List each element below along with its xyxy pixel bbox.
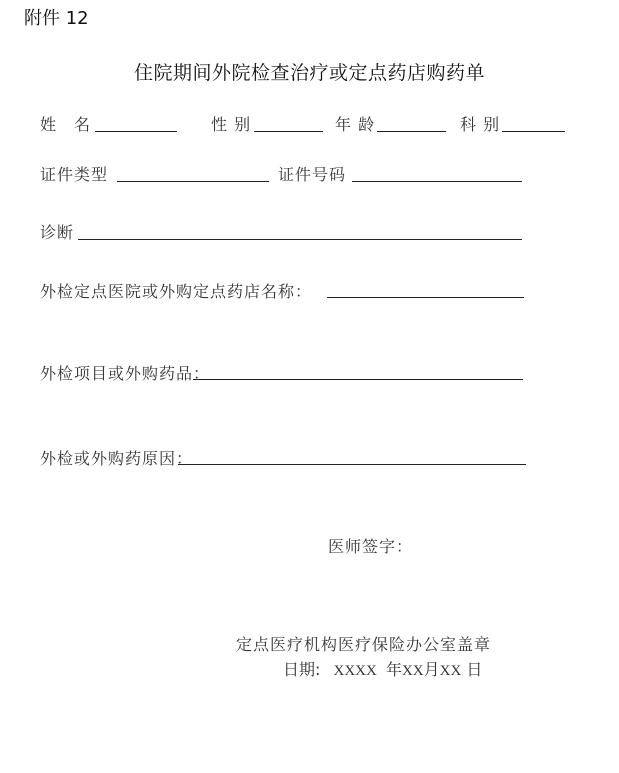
name-field[interactable] <box>95 131 177 132</box>
reason-row <box>0 445 619 471</box>
age-field[interactable] <box>377 131 446 132</box>
facility-label: 外检定点医院或外购定点药店名称： <box>40 282 313 301</box>
form-title: 住院期间外院检查治疗或定点药店购药单 <box>133 62 485 84</box>
department-label: 科 别 <box>460 115 501 134</box>
date-year: XXXX <box>333 663 377 679</box>
basic-info-row <box>0 110 619 136</box>
date-month: XX <box>401 663 424 679</box>
annex-label: 附件 12 <box>24 8 89 29</box>
facility-field[interactable] <box>327 297 524 298</box>
date-prefix: 日期: <box>283 660 321 679</box>
date-day: XX <box>439 663 462 679</box>
age-label: 年 龄 <box>335 115 376 134</box>
gender-label: 性 别 <box>211 115 252 134</box>
id-number-field[interactable] <box>352 181 522 182</box>
id-type-label: 证件类型 <box>40 165 109 184</box>
date-day-unit: 日 <box>466 660 483 679</box>
items-field[interactable] <box>193 379 523 380</box>
diagnosis-row <box>0 219 619 245</box>
date-year-unit: 年 <box>385 660 402 679</box>
items-row <box>0 360 619 386</box>
seal-date <box>283 657 482 680</box>
id-type-field[interactable] <box>117 181 269 182</box>
diagnosis-field[interactable] <box>78 239 522 240</box>
department-field[interactable] <box>502 131 565 132</box>
id-info-row <box>0 160 619 186</box>
diagnosis-label: 诊断 <box>40 223 75 242</box>
items-label: 外检项目或外购药品： <box>40 364 211 383</box>
doctor-signature-label: 医师签字： <box>328 537 414 556</box>
office-seal-label: 定点医疗机构医疗保险办公室盖章 <box>236 635 492 654</box>
id-number-label: 证件号码 <box>278 165 347 184</box>
reason-label: 外检或外购药原因： <box>40 449 194 468</box>
facility-row <box>0 278 619 304</box>
name-label: 姓 名 <box>40 115 92 134</box>
reason-field[interactable] <box>178 464 526 465</box>
date-month-unit: 月 <box>423 660 440 679</box>
gender-field[interactable] <box>254 131 323 132</box>
